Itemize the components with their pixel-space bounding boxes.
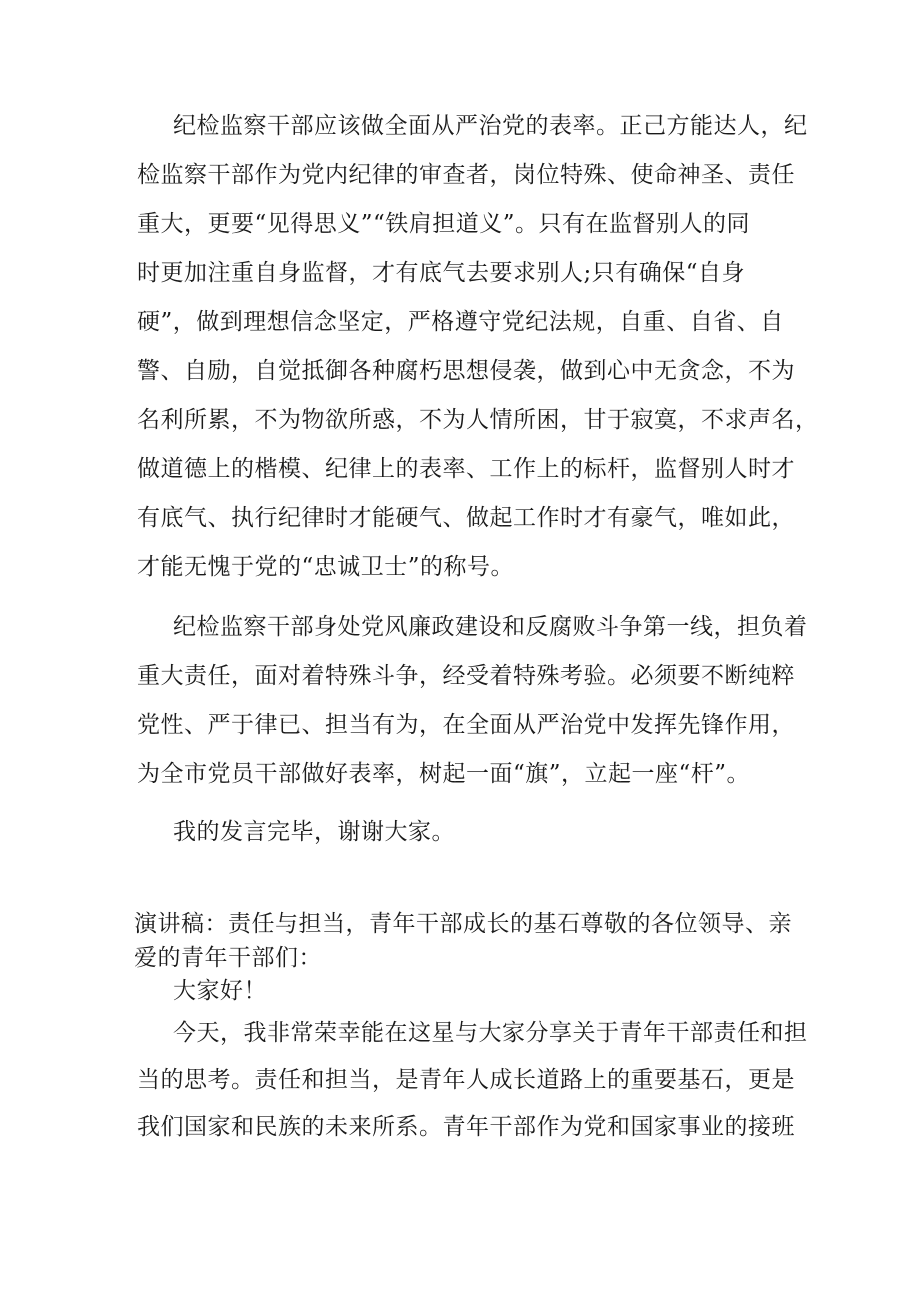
text-line: 当的思考。责任和担当，是青年人成长道路上的重要基石，更是	[137, 1067, 795, 1093]
text-line: 今天，我非常荣幸能在这星与大家分享关于青年干部责任和担	[173, 1020, 808, 1046]
text-line: 有底气、执行纪律时才能硬气、做起工作时才有豪气，唯如此，	[137, 505, 795, 531]
text-line: 我的发言完毕，谢谢大家。	[173, 819, 455, 845]
text-line: 重大责任，面对着特殊斗争，经受着特殊考验。必须要不断纯粹	[137, 663, 795, 689]
text-line: 才能无愧于党的“忠诚卫士”的称号。	[137, 554, 515, 580]
greeting	[137, 967, 797, 1016]
text-line: 做道德上的楷模、纪律上的表率、工作上的标杆，监督别人时才	[137, 456, 795, 482]
text-line: 纪检监察干部身处党风廉政建设和反腐败斗争第一线，担负着	[173, 614, 808, 640]
text-line: 检监察干部作为党内纪律的审查者，岗位特殊、使命神圣、责任	[137, 162, 795, 188]
text-line: 大家好！	[173, 978, 267, 1004]
text-line: 警、自励，自觉抵御各种腐朽思想侵袭，做到心中无贪念，不为	[137, 358, 795, 384]
text-line: 爱的青年干部们：	[134, 945, 322, 971]
paragraph-closing	[137, 808, 797, 857]
paragraph-frontline-responsibility	[137, 603, 808, 799]
text-line: 我们国家和民族的未来所系。青年干部作为党和国家事业的接班	[137, 1114, 795, 1140]
text-line: 为全市党员干部做好表率，树起一面“旗”，立起一座“杆”。	[137, 761, 751, 787]
text-line: 纪检监察干部应该做全面从严治党的表率。正己方能达人，纪	[173, 113, 808, 139]
text-line: 时更加注重自身监督，才有底气去要求别人;只有确保“自身	[137, 260, 746, 286]
text-line: 硬”，做到理想信念坚定，严格遵守党纪法规，自重、自省、自	[137, 309, 784, 335]
speech-heading	[134, 907, 797, 975]
text-line: 重大，更要“见得思义”“铁肩担道义”。只有在监督别人的同	[137, 211, 751, 237]
paragraph-discipline-role-model	[137, 102, 819, 592]
paragraph-opening	[137, 1010, 808, 1151]
text-line: 演讲稿：责任与担当，青年干部成长的基石尊敬的各位领导、亲	[134, 911, 792, 937]
text-line: 名利所累，不为物欲所惑，不为人情所困，甘于寂寞，不求声名，	[137, 407, 819, 433]
text-line: 党性、严于律已、担当有为，在全面从严治党中发挥先锋作用，	[137, 712, 795, 738]
